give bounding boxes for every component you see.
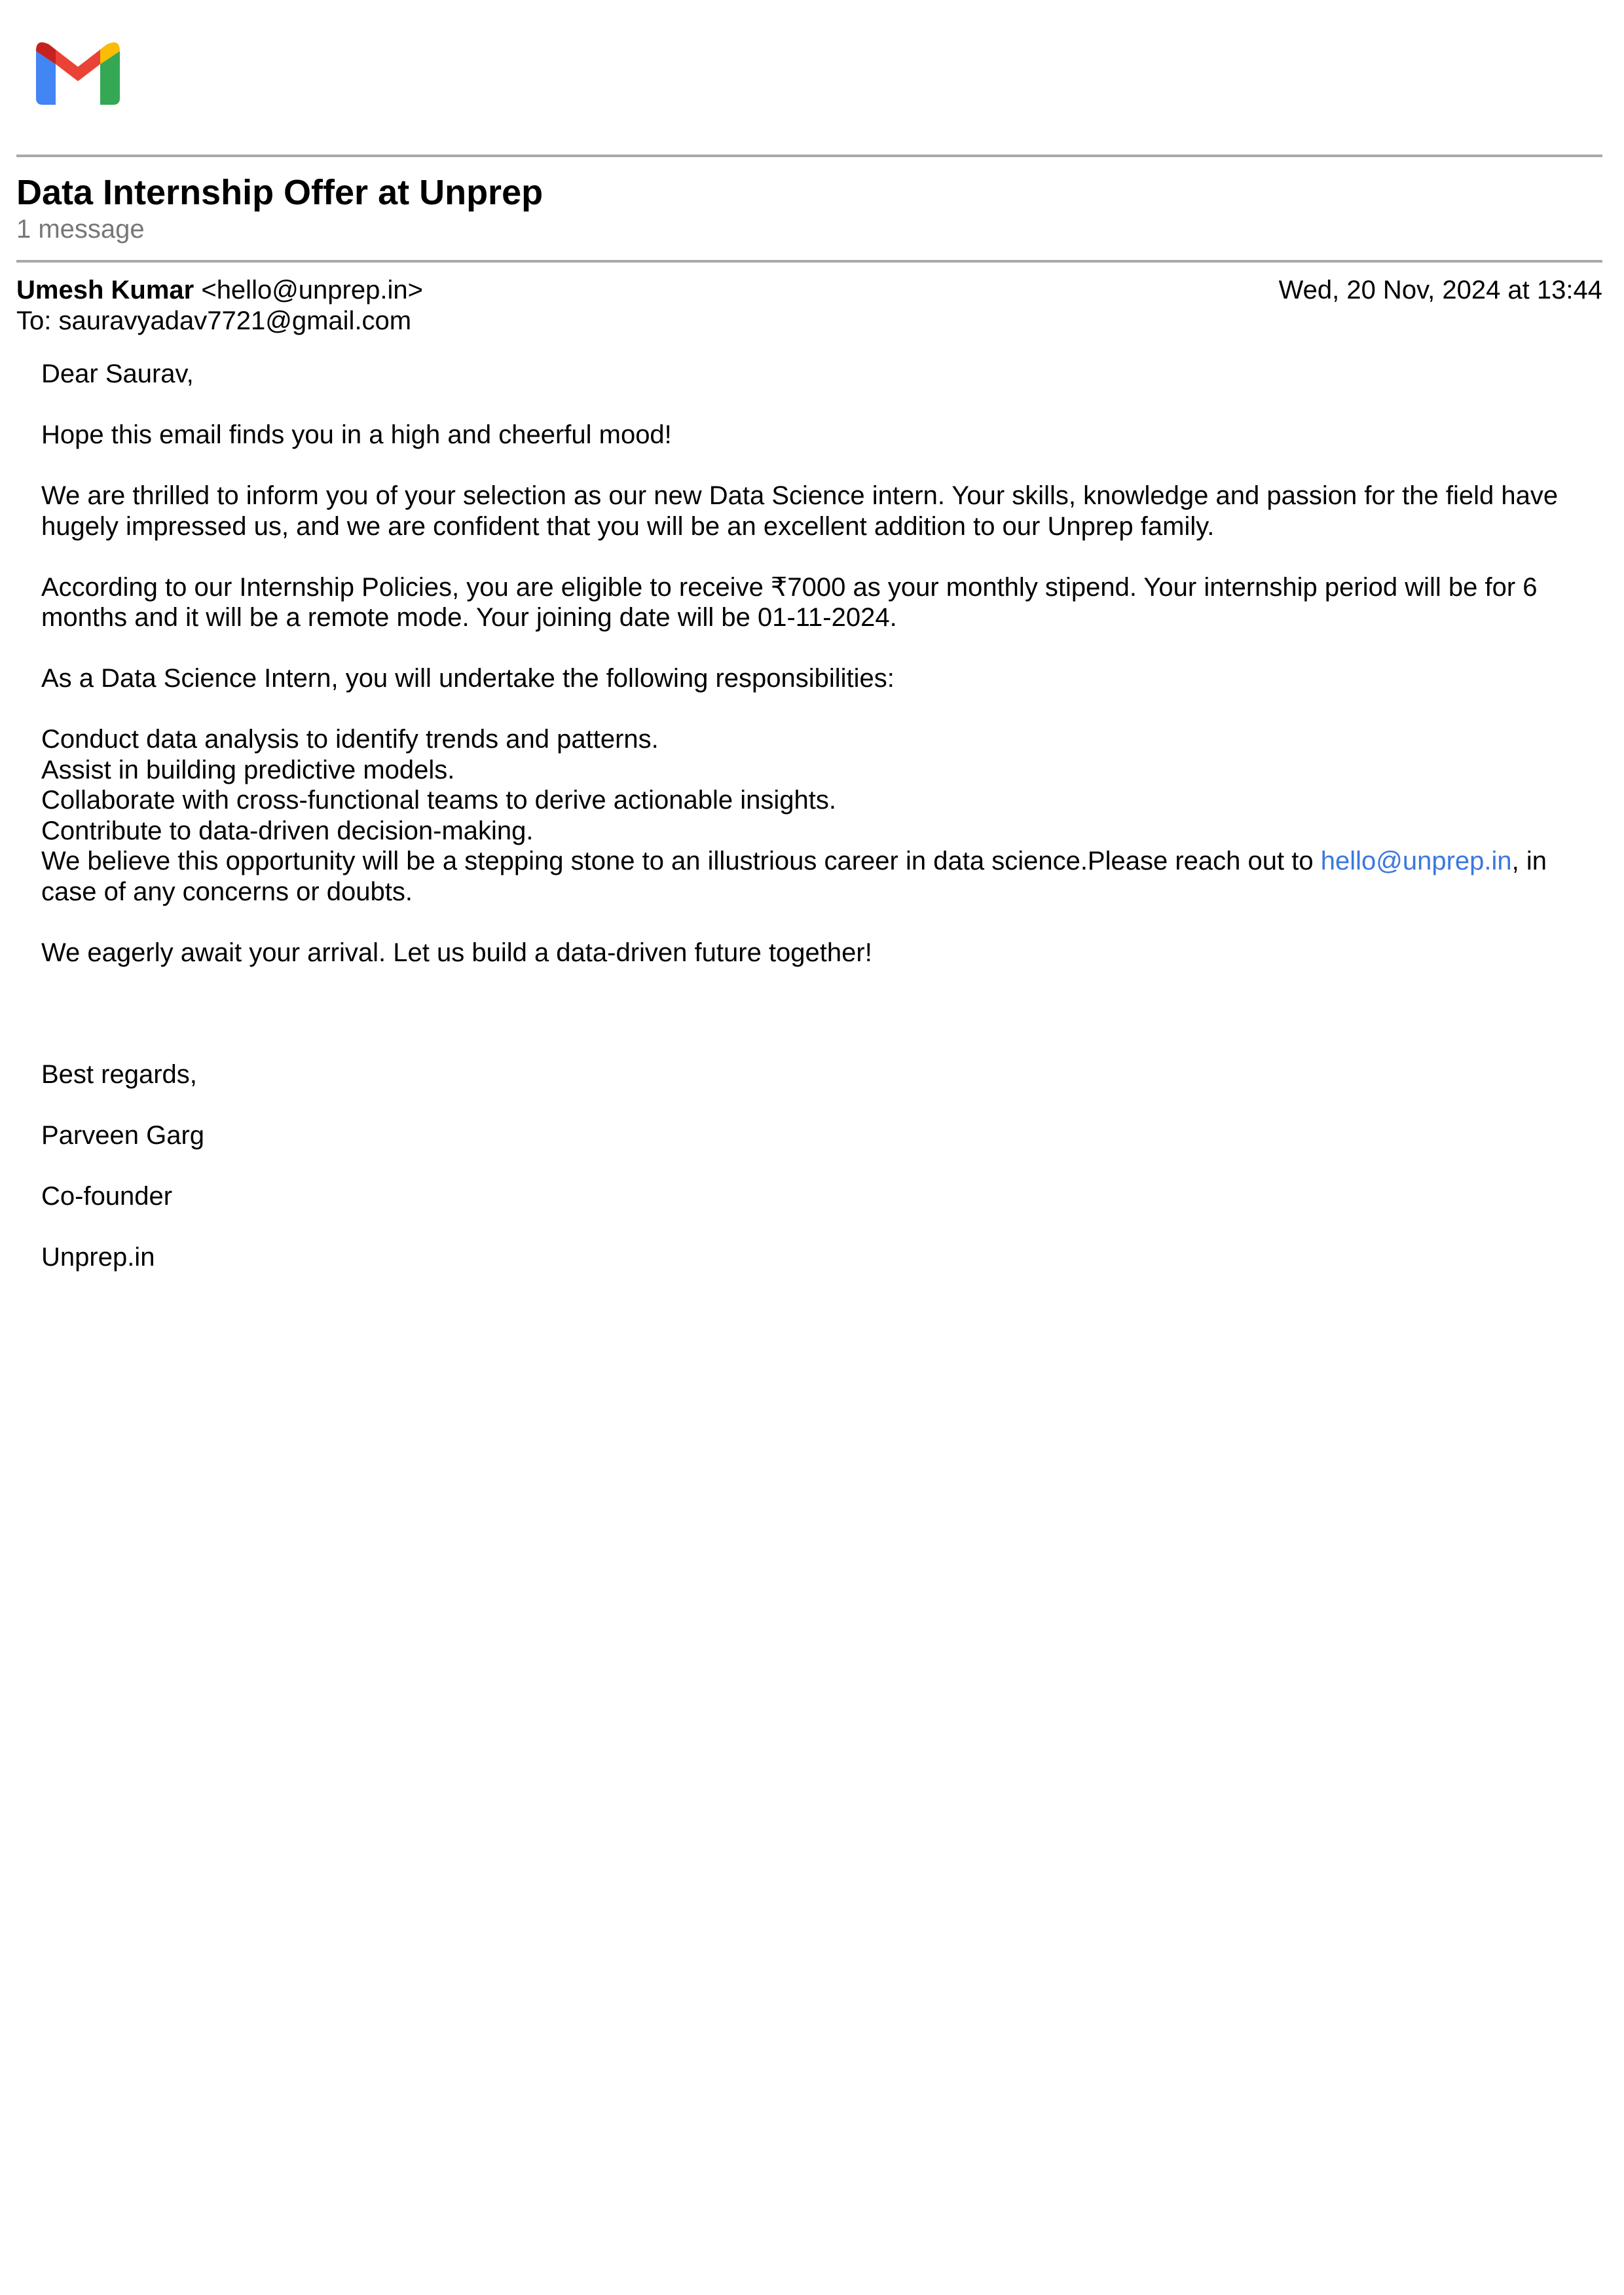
- greeting: Dear Saurav,: [41, 359, 194, 388]
- body-paragraph: As a Data Science Intern, you will undertake the following responsibilities:: [41, 664, 895, 693]
- sender-line: [16, 274, 423, 306]
- message-count: 1 message: [16, 215, 145, 244]
- body-paragraph: [41, 846, 1602, 907]
- header-divider: [16, 155, 1602, 157]
- body-paragraph: We eagerly await your arrival. Let us build a data-driven future together!: [41, 938, 872, 967]
- list-item: Assist in building predictive models.: [41, 755, 455, 784]
- responsibilities-list: [41, 724, 1602, 846]
- list-item: Conduct data analysis to identify trends and patterns.: [41, 725, 659, 754]
- body-paragraph: We are thrilled to inform you of your selection as our new Data Science intern. Your skills, knowledge and passion for the field have hugely impressed us, and we are confident that you will be an excellent addition to our Unprep family.: [41, 481, 1559, 541]
- signer-company: Unprep.in: [41, 1242, 155, 1272]
- sender-email: <hello@unprep.in>: [201, 276, 423, 304]
- sender-name: Umesh Kumar: [16, 276, 194, 304]
- body-paragraph: According to our Internship Policies, you are eligible to receive ₹7000 as your monthly stipend. Your internship period will be for 6 months and it will be a remote mode. Your joining date will be 01-11-2024.: [41, 572, 1538, 632]
- signer-name: Parveen Garg: [41, 1120, 205, 1150]
- contact-email-link[interactable]: hello@unprep.in: [1320, 847, 1512, 875]
- email-date: Wed, 20 Nov, 2024 at 13:44: [1278, 276, 1602, 304]
- list-item: Collaborate with cross-functional teams to derive actionable insights.: [41, 786, 836, 815]
- sign-off: Best regards,: [41, 1059, 197, 1089]
- recipient-line: To: sauravyadav7721@gmail.com: [16, 306, 412, 335]
- email-subject: Data Internship Offer at Unprep: [16, 173, 544, 212]
- subject-divider: [16, 260, 1602, 263]
- contact-text-end: , in case of any concerns or doubts.: [41, 847, 1547, 906]
- list-item: Contribute to data-driven decision-making.: [41, 816, 534, 845]
- body-paragraph: Hope this email finds you in a high and cheerful mood!: [41, 420, 672, 449]
- signer-title: Co-founder: [41, 1181, 173, 1211]
- contact-text: We believe this opportunity will be a stepping stone to an illustrious career in data science.Please reach out to: [41, 847, 1321, 875]
- email-body: [41, 359, 1602, 1303]
- gmail-logo-icon: [36, 42, 120, 105]
